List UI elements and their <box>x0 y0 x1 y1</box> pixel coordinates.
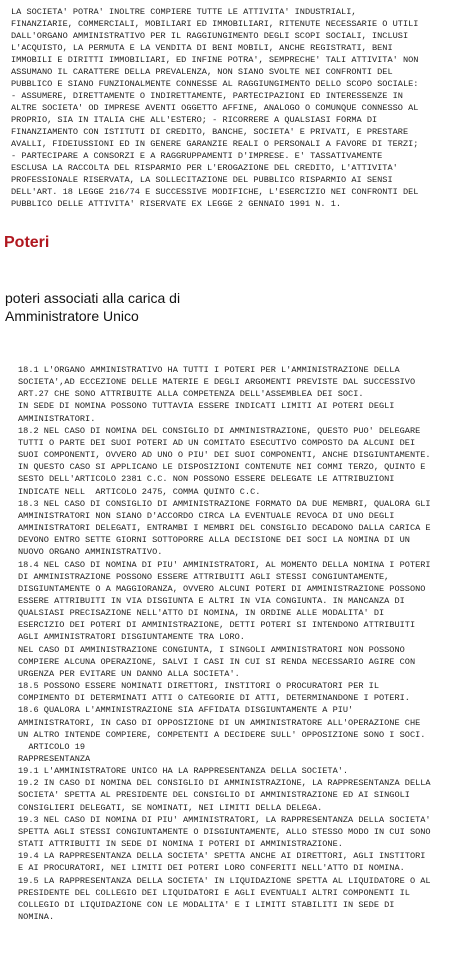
article-text-line: IN SEDE DI NOMINA POSSONO TUTTAVIA ESSERE INDICATI LIMITI AI POTERI DEGLI <box>18 401 395 412</box>
article-text-line: ESERCIZIO DEI POTERI DI AMMINISTRAZIONE, DETTI POTERI SI INTENDONO ATTRIBUITI <box>18 620 416 631</box>
article-text-line: 18.5 POSSONO ESSERE NOMINATI DIRETTORI, INSTITORI O PROCURATORI PER IL <box>18 681 379 692</box>
article-text-line: INDICATE NELL ARTICOLO 2475, COMMA QUINTO C.C. <box>18 486 261 497</box>
article-text-line: AMMINISTRATORI, IN CASO DI OPPOSIZIONE DI UN AMMINISTRATORE ALL'OPERAZIONE CHE <box>18 717 421 728</box>
company-purpose-line: - ASSUMERE, DIRETTAMENTE O INDIRETTAMENTE, PARTECIPAZIONI ED INTERESSENZE IN <box>11 91 403 101</box>
company-purpose-line: PROPRIO, SIA IN ITALIA CHE ALL'ESTERO; - RICORRERE A QUALSIASI FORMA DI <box>11 115 378 125</box>
article-text-line: SOCIETA',AD ECCEZIONE DELLE MATERIE E DEGLI ARGOMENTI PREVISTE DAL SUCCESSIVO <box>18 377 416 388</box>
company-purpose-line: FINANZIARIE, COMMERCIALI, MOBILIARI ED IMMOBILIARI, RITENUTE NECESSARIE O UTILI <box>11 19 419 29</box>
article-text-line: SUOI COMPONENTI, OVVERO AD UNO O PIU' DEI SUOI COMPONENTI, ANCHE DISGIUNTAMENTE. <box>18 450 431 461</box>
company-purpose-line: ESCLUSA LA RACCOLTA DEL RISPARMIO PER L'EROGAZIONE DEL CREDITO, L'ATTIVITA' <box>11 163 398 173</box>
company-purpose-paragraph <box>11 6 463 210</box>
article-text-line: DI AMMINISTRAZIONE POSSONO ESSERE ATTRIBUITI AGLI STESSI CONGIUNTAMENTE, <box>18 571 390 582</box>
article-text-line: COMPIMENTO DI DETERMINATI ATTI O CATEGORIE DI ATTI, DETERMINANDONE I POTERI. <box>18 693 410 704</box>
company-purpose-line: FINANZIAMENTO CON ISTITUTI DI CREDITO, BANCHE, SOCIETA' E PRIVATI, E PRESTARE <box>11 127 409 137</box>
article-text-line: 19.4 LA RAPPRESENTANZA DELLA SOCIETA' SPETTA ANCHE AI DIRETTORI, AGLI INSTITORI <box>18 851 426 862</box>
article-text-line: COLLEGIO DI LIQUIDAZIONE CON LE MODALITA' E I LIMITI STABILITI IN SEDE DI <box>18 899 395 910</box>
article-text-line: SESTO DELL'ARTICOLO 2381 C.C. NON POSSONO ESSERE DELEGATE LE ATTRIBUZIONI <box>18 474 395 485</box>
company-purpose-line: IMMOBILI E DIRITTI IMMOBILIARI, ED INFINE POTRA', SEMPRECHE' TALI ATTIVITA' NON <box>11 55 419 65</box>
article-text-line: 19.2 IN CASO DI NOMINA DEL CONSIGLIO DI AMMINISTRAZIONE, LA RAPPRESENTANZA DELLA <box>18 778 431 789</box>
company-purpose-line: - PARTECIPARE A CONSORZI E A RAGGRUPPAMENTI D'IMPRESE. E' TASSATIVAMENTE <box>11 151 383 161</box>
company-purpose-line: PUBBLICO E SIANO FUNZIONALMENTE CONNESSE AL RAGGIUNGIMENTO DELLO SCOPO SOCIALE: <box>11 79 419 89</box>
article-text-line: DISGIUNTAMENTE O A MAGGIORANZA, OVVERO ALCUNI POTERI DI AMMINISTRAZIONE POSSONO <box>18 583 426 594</box>
company-purpose-line: ALTRE SOCIETA' OD IMPRESE AVENTI OGGETTO AFFINE, ANALOGO O COMUNQUE CONNESSO AL <box>11 103 419 113</box>
article-text-line: AMMINISTRATORI NON SIANO D'ACCORDO CIRCA LA EVENTUALE REVOCA DI UNO DEGLI <box>18 510 395 521</box>
article-text-line: ARTICOLO 19 <box>18 741 86 752</box>
section-title: Poteri <box>4 234 50 251</box>
article-text-line: NUOVO ORGANO AMMINISTRATIVO. <box>18 547 163 558</box>
article-text-line: SOCIETA' SPETTA AL PRESIDENTE DEL CONSIGLIO DI AMMINISTRAZIONE ED AI SINGOLI <box>18 790 410 801</box>
article-text-line: 18.1 L'ORGANO AMMINISTRATIVO HA TUTTI I POTERI PER L'AMMINISTRAZIONE DELLA <box>18 365 400 375</box>
article-text-line: 19.3 NEL CASO DI NOMINA DI PIU' AMMINISTRATORI, LA RAPPRESENTANZA DELLA SOCIETA' <box>18 814 431 825</box>
article-text-line: 18.2 NEL CASO DI NOMINA DEL CONSIGLIO DI AMMINISTRAZIONE, QUESTO PUO' DELEGARE <box>18 425 421 436</box>
article-text-line: CONSIGLIERI DELEGATI, SE NOMINATI, NEI LIMITI DELLA DELEGA. <box>18 802 323 813</box>
article-text-line: DEVONO ENTRO SETTE GIORNI SOTTOPORRE ALLA DECISIONE DEI SOCI LA NOMINA DI UN <box>18 535 410 546</box>
article-text-line: AGLI AMMINISTRATORI DISGIUNTAMENTE TRA LORO. <box>18 632 245 643</box>
company-purpose-line: AVALLI, FIDEIUSSIONI ED IN GENERE GARANZIE REALI O PERSONALI A FAVORE DI TERZI; <box>11 139 419 149</box>
article-text-line: QUALSIASI PRECISAZIONE NELL'ATTO DI NOMINA, IN ORDINE ALLE MODALITA' DI <box>18 608 385 619</box>
subtitle-line-2: Amministratore Unico <box>5 308 139 324</box>
article-text-line: STATI ATTRIBUITI IN SEDE DI NOMINA I POTERI DI AMMINISTRAZIONE. <box>18 839 343 850</box>
article-text-line: NOMINA. <box>18 912 55 923</box>
article-text-line: 19.5 LA RAPPRESENTANZA DELLA SOCIETA' IN LIQUIDAZIONE SPETTA AL LIQUIDATORE O AL <box>18 875 431 886</box>
article-text-line: TUTTI O PARTE DEI SUOI POTERI AD UN COMITATO ESECUTIVO COMPOSTO DA ALCUNI DEI <box>18 437 416 448</box>
article-text-line: URGENZA PER EVITARE UN DANNO ALLA SOCIETA'. <box>18 668 240 679</box>
article-text-line: E AI PROCURATORI, NEI LIMITI DEI POTERI LORO CONFERITI NELL'ATTO DI NOMINA. <box>18 863 405 874</box>
article-text-line: COMPIERE ALCUNA OPERAZIONE, SALVI I CASI IN CUI SI RENDA NECESSARIO AGIRE CON <box>18 656 416 667</box>
article-text-line: PRESIDENTE DEL COLLEGIO DEI LIQUIDATORI E AGLI EVENTUALI ALTRI COMPONENTI IL <box>18 887 410 898</box>
article-text-line: AMMINISTRATORI DELEGATI, ENTRAMBI I MEMBRI DEL CONSIGLIO DECADONO DALLA CARICA E <box>18 523 431 534</box>
company-purpose-line: LA SOCIETA' POTRA' INOLTRE COMPIERE TUTTE LE ATTIVITA' INDUSTRIALI, <box>11 7 357 17</box>
article-text-line: SPETTA AGLI STESSI CONGIUNTAMENTE O DISGIUNTAMENTE, ALLO STESSO MODO IN CUI SONO <box>18 826 431 837</box>
article-text-line: ART.27 CHE SONO ATTRIBUITE ALLA COMPETENZA DELL'ASSEMBLEA DEI SOCI. <box>18 389 364 400</box>
article-text-line: IN QUESTO CASO SI APPLICANO LE DISPOSIZIONI CONTENUTE NEI COMMI TERZO, QUINTO E <box>18 462 426 473</box>
article-text-line: RAPPRESENTANZA <box>18 754 91 764</box>
article-text-line: 18.6 QUALORA L'AMMINISTRAZIONE SIA AFFIDATA DISGIUNTAMENTE A PIU' <box>18 705 354 716</box>
articles-of-association-text <box>18 364 468 923</box>
company-purpose-line: DELL'ART. 18 LEGGE 216/74 E SUCCESSIVE MODIFICHE, L'ESERCIZIO NEI CONFRONTI DEL <box>11 187 419 197</box>
powers-subtitle <box>5 289 180 325</box>
article-text-line: UN ALTRO INTENDE COMPIERE, COMPETENTI A DECIDERE SULL' OPPOSIZIONE SONO I SOCI. <box>18 729 426 740</box>
article-text-line: 18.3 NEL CASO DI CONSIGLIO DI AMMINISTRAZIONE FORMATO DA DUE MEMBRI, QUALORA GLI <box>18 498 431 509</box>
company-purpose-line: L'ACQUISTO, LA PERMUTA E LA VENDITA DI BENI MOBILI, ANCHE REGISTRATI, BENI <box>11 43 393 53</box>
article-text-line: ESSERE ATTRIBUITI IN VIA DISGIUNTA E ALTRI IN VIA CONGIUNTA. IN MANCANZA DI <box>18 595 405 606</box>
subtitle-line-1: poteri associati alla carica di <box>5 290 181 306</box>
article-text-line: 19.1 L'AMMINISTRATORE UNICO HA LA RAPPRESENTANZA DELLA SOCIETA'. <box>18 766 349 777</box>
article-text-line: NEL CASO DI AMMINISTRAZIONE CONGIUNTA, I SINGOLI AMMINISTRATORI NON POSSONO <box>18 644 405 655</box>
company-purpose-line: DALL'ORGANO AMMINISTRATIVO PER IL RAGGIUNGIMENTO DEGLI SCOPI SOCIALI, INCLUSI <box>11 31 409 41</box>
company-purpose-line: ASSUMANO IL CARATTERE DELLA PREVALENZA, NON SIANO SVOLTE NEI CONFRONTI DEL <box>11 67 393 77</box>
article-text-line: AMMINISTRATORI. <box>18 413 96 424</box>
article-text-line: 18.4 NEL CASO DI NOMINA DI PIU' AMMINISTRATORI, AL MOMENTO DELLA NOMINA I POTERI <box>18 559 431 570</box>
company-purpose-line: PUBBLICO DELLE ATTIVITA' RISERVATE EX LEGGE 2 GENNAIO 1991 N. 1. <box>11 199 342 209</box>
company-purpose-line: PROFESSIONALE RISERVATA, LA SOLLECITAZIONE DEL PUBBLICO RISPARMIO AI SENSI <box>11 175 393 185</box>
